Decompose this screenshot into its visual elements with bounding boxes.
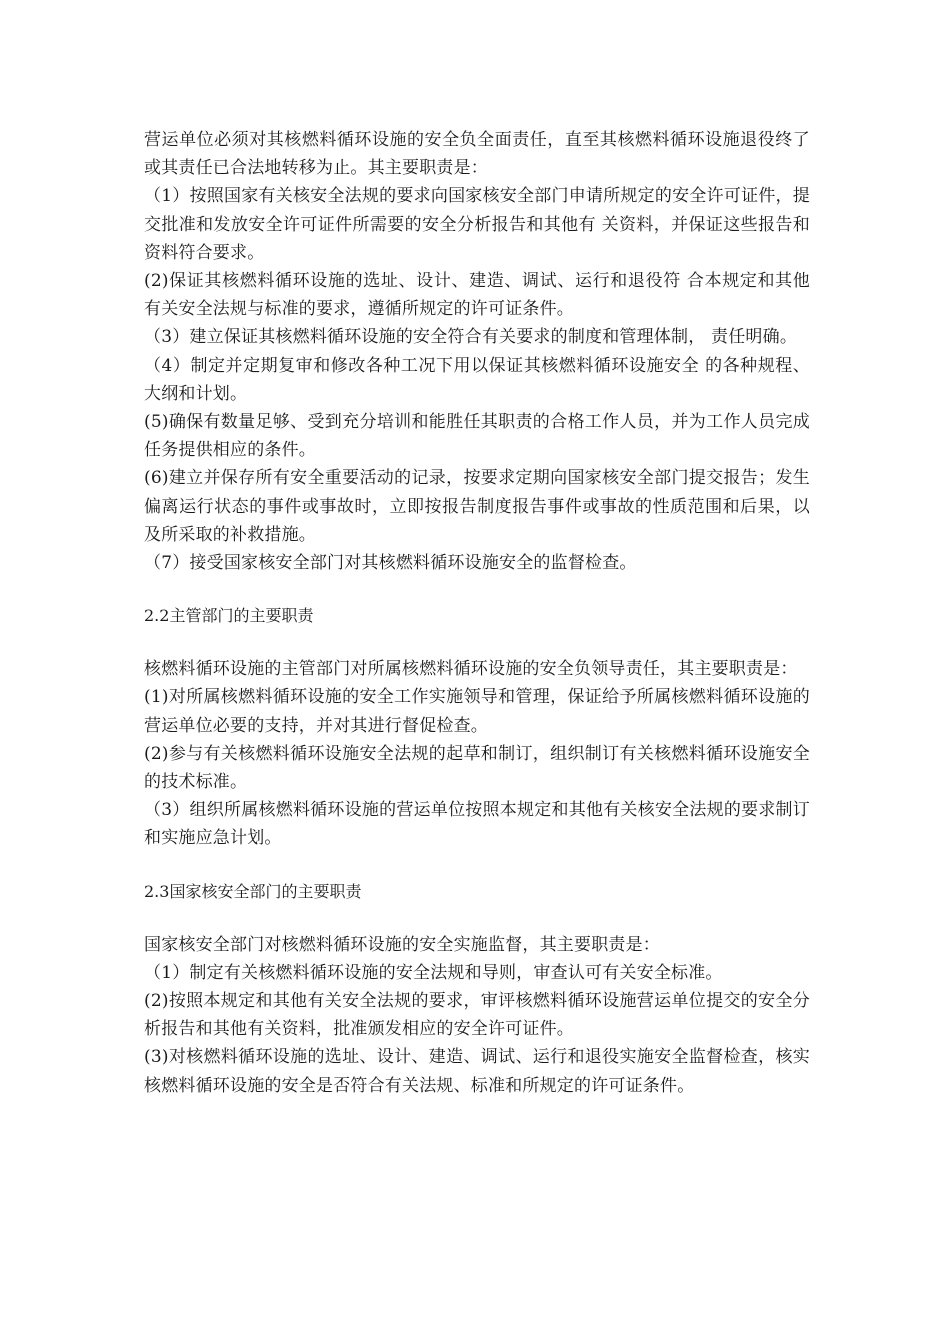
spacer <box>144 853 810 878</box>
section-2-3-item-3: (3)对核燃料循环设施的选址、设计、建造、调试、运行和退役实施安全监督检查，核实核燃料循环设施的安全是否符合有关法规、标准和所规定的许可证条件。 <box>144 1047 810 1096</box>
spacer <box>144 630 810 655</box>
section-2-1-item-6: (6)建立并保存所有安全重要活动的记录，按要求定期向国家核安全部门提交报告；发生偏离运行状态的事件或事故时，立即按报告制度报告事件或事故的性质范围和后果，以及所采取的补救措施。 <box>144 468 810 545</box>
section-2-1-item-7: （7）接受国家核安全部门对其核燃料循环设施安全的监督检查。 <box>144 553 637 574</box>
section-2-2-item-3: （3）组织所属核燃料循环设施的营运单位按照本规定和其他有关核安全法规的要求制订和实施应急计划。 <box>144 800 810 849</box>
section-2-3-intro: 国家核安全部门对核燃料循环设施的安全实施监督，其主要职责是： <box>144 934 660 955</box>
section-2-2-heading: 2.2主管部门的主要职责 <box>144 606 314 626</box>
section-2-2-intro: 核燃料循环设施的主管部门对所属核燃料循环设施的安全负领导责任，其主要职责是： <box>144 659 798 680</box>
spacer <box>144 906 810 931</box>
section-2-1-item-3: （3）建立保证其核燃料循环设施的安全符合有关要求的制度和管理体制， 责任明确。 <box>144 327 798 348</box>
section-2-3-item-2: (2)按照本规定和其他有关安全法规的要求，审评核燃料循环设施营运单位提交的安全分析报告和其他有关资料，批准颁发相应的安全许可证件。 <box>144 991 810 1040</box>
section-2-1-item-4: （4）制定并定期复审和修改各种工况下用以保证其核燃料循环设施安全 的各种规程、大纲和计划。 <box>144 355 810 404</box>
section-2-1-intro: 营运单位必须对其核燃料循环设施的安全负全面责任，直至其核燃料循环设施退役终了或其责任已合法地转移为止。其主要职责是： <box>144 130 810 179</box>
section-2-1-item-5: (5)确保有数量足够、受到充分培训和能胜任其职责的合格工作人员，并为工作人员完成任务提供相应的条件。 <box>144 412 810 461</box>
section-2-2-item-1: (1)对所属核燃料循环设施的安全工作实施领导和管理，保证给予所属核燃料循环设施的营运单位必要的支持，并对其进行督促检查。 <box>144 687 810 736</box>
section-2-1-item-2: (2)保证其核燃料循环设施的选址、设计、建造、调试、运行和退役符 合本规定和其他有关安全法规与标准的要求，遵循所规定的许可证条件。 <box>144 271 810 320</box>
document-page <box>144 126 810 1100</box>
section-2-2-item-2: (2)参与有关核燃料循环设施安全法规的起草和制订，组织制订有关核燃料循环设施安全的技术标准。 <box>144 743 810 793</box>
section-2-3-heading: 2.3国家核安全部门的主要职责 <box>144 881 362 901</box>
spacer <box>144 577 810 602</box>
section-2-3-item-1: （1）制定有关核燃料循环设施的安全法规和导则，审查认可有关安全标准。 <box>144 962 723 983</box>
section-2-1-item-1: （1）按照国家有关核安全法规的要求向国家核安全部门申请所规定的安全许可证件，提交批准和发放安全许可证件所需要的安全分析报告和其他有 关资料，并保证这些报告和资料符合要求。 <box>144 186 810 263</box>
